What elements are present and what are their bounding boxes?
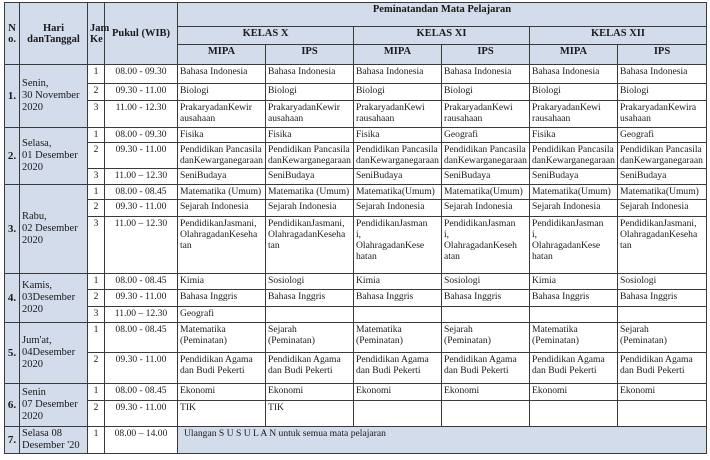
header-no: N o. [5, 3, 20, 65]
period-time: 09.30 - 11.00 [105, 290, 178, 307]
subject-cell: Pendidikan Agama dan Budi Pekerti [266, 353, 354, 384]
subject-cell: Matematika (Peminatan) [178, 323, 266, 353]
subject-cell: Matematika (Umum) [178, 185, 266, 200]
subject-cell: Fisika [354, 128, 442, 143]
day-number: 1. [5, 65, 20, 128]
table-row [5, 84, 707, 101]
subject-cell [354, 307, 442, 323]
subject-cell: Pendidikan Agama dan Budi Pekerti [530, 353, 618, 384]
day-date-label: Kamis, 03Desember 2020 [20, 274, 88, 323]
period-number: 2 [88, 84, 105, 101]
subject-cell: PendidikanJasmani, OlahragadanKeseha tan [618, 217, 707, 274]
day-number: 3. [5, 185, 20, 274]
header-stream: MIPA [178, 45, 266, 65]
subject-cell: Sejarah Indonesia [178, 200, 266, 217]
period-time: 08.00 – 14.00 [105, 427, 178, 454]
header-subject-title: Peminatandan Mata Pelajaran [178, 3, 707, 27]
day-date-label: Senin, 30 November 2020 [20, 65, 88, 128]
table-row [5, 384, 707, 401]
subject-cell: Pendidikan Agama dan Budi Pekerti [178, 353, 266, 384]
period-number: 2 [88, 353, 105, 384]
header-stream: IPS [618, 45, 707, 65]
subject-cell: Matematika (Peminatan) [530, 323, 618, 353]
day-number: 2. [5, 128, 20, 185]
header-time: Pukul (WIB) [105, 3, 178, 65]
subject-cell: Matematika(Umum) [530, 185, 618, 200]
subject-cell: Bahasa Inggris [530, 290, 618, 307]
period-time: 09.30 - 11.00 [105, 143, 178, 169]
header-stream: IPS [266, 45, 354, 65]
subject-cell: Fisika [178, 128, 266, 143]
subject-cell: Bahasa Indonesia [178, 65, 266, 84]
subject-cell: Sejarah Indonesia [354, 200, 442, 217]
day-number: 7. [5, 427, 20, 454]
subject-cell: Pendidikan Pancasila danKewarganegaraan [266, 143, 354, 169]
subject-cell [618, 401, 707, 427]
subject-cell: Pendidikan Pancasila danKewarganegaraan [442, 143, 530, 169]
header-stream: MIPA [530, 45, 618, 65]
period-number: 1 [88, 185, 105, 200]
subject-cell: Ekonomi [178, 384, 266, 401]
subject-cell: PendidikanJasmani, OlahragadanKeseha tan [266, 217, 354, 274]
day-date-label: Rabu, 02 Desember 2020 [20, 185, 88, 274]
subject-cell: Pendidikan Pancasila danKewarganegaraan [530, 143, 618, 169]
subject-cell [442, 307, 530, 323]
subject-cell: Biologi [618, 84, 707, 101]
period-number: 2 [88, 290, 105, 307]
subject-cell: Geografi [178, 307, 266, 323]
header-class-xii: KELAS XII [530, 27, 707, 45]
subject-cell: Ekonomi [266, 384, 354, 401]
table-row [5, 185, 707, 200]
subject-cell: Ekonomi [354, 384, 442, 401]
subject-cell: SeniBudaya [530, 169, 618, 185]
subject-cell: Biologi [442, 84, 530, 101]
subject-cell: PrakaryadanKewir ausahaan [266, 101, 354, 128]
period-number: 1 [88, 65, 105, 84]
period-time: 08.00 - 09.30 [105, 65, 178, 84]
subject-cell: Pendidikan Agama dan Budi Pekerti [442, 353, 530, 384]
day-number: 5. [5, 323, 20, 384]
table-row [5, 217, 707, 274]
subject-cell: TIK [266, 401, 354, 427]
day-date-label: Senin 07 Desember 2020 [20, 384, 88, 427]
period-time: 09.30 - 11.00 [105, 401, 178, 427]
header-class-x: KELAS X [178, 27, 354, 45]
subject-cell: Pendidikan Pancasila danKewarganegaraan [354, 143, 442, 169]
table-row [5, 101, 707, 128]
subject-cell: Bahasa Inggris [618, 290, 707, 307]
subject-cell: Ekonomi [530, 384, 618, 401]
day-date-label: Jum'at, 04Desember 2020 [20, 323, 88, 384]
day-date-label: Selasa 08 Desember '20 [20, 427, 88, 454]
subject-cell: Sosiologi [618, 274, 707, 290]
table-row [5, 169, 707, 185]
subject-cell: SeniBudaya [354, 169, 442, 185]
subject-cell: Bahasa Indonesia [530, 65, 618, 84]
subject-cell: Pendidikan Agama dan Budi Pekerti [618, 353, 707, 384]
table-row [5, 143, 707, 169]
period-time: 11.00 – 12.30 [105, 307, 178, 323]
period-time: 11.00 – 12.30 [105, 169, 178, 185]
subject-cell [266, 307, 354, 323]
period-number: 3 [88, 307, 105, 323]
subject-cell: Sejarah (Peminatan) [618, 323, 707, 353]
table-row [5, 290, 707, 307]
day-date-label: Selasa, 01 Desember 2020 [20, 128, 88, 185]
subject-cell: PendidikanJasman i, OlahragadanKeseh atan [442, 217, 530, 274]
subject-cell [530, 401, 618, 427]
subject-cell: Kimia [178, 274, 266, 290]
subject-cell: SeniBudaya [178, 169, 266, 185]
period-number: 1 [88, 128, 105, 143]
subject-cell: Ekonomi [442, 384, 530, 401]
subject-cell: Sejarah (Peminatan) [266, 323, 354, 353]
subject-cell: Sosiologi [266, 274, 354, 290]
subject-cell: Pendidikan Agama dan Budi Pekerti [354, 353, 442, 384]
header-jam: Jam Ke [88, 3, 105, 65]
subject-cell: Bahasa Inggris [354, 290, 442, 307]
period-number: 3 [88, 101, 105, 128]
table-row [5, 427, 707, 454]
subject-cell: PrakaryadanKewi rausahaan [354, 101, 442, 128]
subject-cell: Matematika (Umum) [266, 185, 354, 200]
subject-cell: Biologi [178, 84, 266, 101]
subject-cell: Fisika [530, 128, 618, 143]
subject-cell: Bahasa Inggris [178, 290, 266, 307]
table-row [5, 323, 707, 353]
subject-cell: Bahasa Indonesia [354, 65, 442, 84]
subject-cell: Sosiologi [442, 274, 530, 290]
subject-cell: Ekonomi [618, 384, 707, 401]
subject-cell: Bahasa Inggris [266, 290, 354, 307]
subject-cell: PrakaryadanKewi rausahaan [530, 101, 618, 128]
table-row [5, 274, 707, 290]
day-number: 4. [5, 274, 20, 323]
subject-cell [354, 401, 442, 427]
period-time: 08.00 - 08.45 [105, 384, 178, 401]
table-row [5, 307, 707, 323]
exam-schedule-table [4, 2, 707, 454]
subject-cell: Bahasa Indonesia [266, 65, 354, 84]
subject-cell: Sejarah (Peminatan) [442, 323, 530, 353]
table-row [5, 200, 707, 217]
period-time: 09.30 - 11.00 [105, 84, 178, 101]
period-number: 1 [88, 323, 105, 353]
period-number: 1 [88, 384, 105, 401]
make-up-exam-note: Ulangan S U S U L A N untuk semua mata pelajaran [178, 427, 707, 454]
subject-cell: Biologi [266, 84, 354, 101]
subject-cell: Biologi [530, 84, 618, 101]
subject-cell: Sejarah Indonesia [266, 200, 354, 217]
period-number: 3 [88, 169, 105, 185]
period-number: 1 [88, 274, 105, 290]
subject-cell [442, 401, 530, 427]
subject-cell: SeniBudaya [618, 169, 707, 185]
subject-cell: Matematika(Umum) [442, 185, 530, 200]
subject-cell: Matematika (Peminatan) [354, 323, 442, 353]
subject-cell: Kimia [530, 274, 618, 290]
table-row [5, 353, 707, 384]
subject-cell: Biologi [354, 84, 442, 101]
subject-cell: Fisika [266, 128, 354, 143]
header-class-xi: KELAS XI [354, 27, 530, 45]
subject-cell: Bahasa Indonesia [442, 65, 530, 84]
subject-cell: Sejarah Indonesia [442, 200, 530, 217]
period-time: 08.00 - 08.45 [105, 274, 178, 290]
period-time: 08.00 - 08.45 [105, 185, 178, 200]
subject-cell: Geografi [618, 128, 707, 143]
subject-cell: Sejarah Indonesia [618, 200, 707, 217]
subject-cell: Matematika(Umum) [618, 185, 707, 200]
subject-cell: PrakaryadanKewira usahaan [618, 101, 707, 128]
subject-cell: Kimia [354, 274, 442, 290]
header-stream: IPS [442, 45, 530, 65]
subject-cell: SeniBudaya [442, 169, 530, 185]
subject-cell: PrakaryadanKewir ausahaan [178, 101, 266, 128]
period-number: 2 [88, 401, 105, 427]
period-time: 11.00 – 12.30 [105, 217, 178, 274]
header-day-date: Hari danTanggal [20, 3, 88, 65]
day-number: 6. [5, 384, 20, 427]
subject-cell: Sejarah Indonesia [530, 200, 618, 217]
period-time: 11.00 - 12.30 [105, 101, 178, 128]
table-row [5, 65, 707, 84]
table-row [5, 401, 707, 427]
subject-cell: Geografi [442, 128, 530, 143]
subject-cell: Pendidikan Pancasila danKewarganegaraan [178, 143, 266, 169]
header-stream: MIPA [354, 45, 442, 65]
period-time: 08.00 - 09.30 [105, 128, 178, 143]
subject-cell: PendidikanJasman i, OlahragadanKese hatan [530, 217, 618, 274]
subject-cell [618, 307, 707, 323]
period-number: 2 [88, 200, 105, 217]
subject-cell: Bahasa Inggris [442, 290, 530, 307]
period-number: 2 [88, 143, 105, 169]
subject-cell [530, 307, 618, 323]
subject-cell: PrakaryadanKewi rausahaan [442, 101, 530, 128]
subject-cell: TIK [178, 401, 266, 427]
period-number: 1 [88, 427, 105, 454]
subject-cell: Pendidikan Pancasila danKewarganegaraan [618, 143, 707, 169]
subject-cell: PendidikanJasmani, OlahragadanKeseha tan [178, 217, 266, 274]
period-time: 08.00 - 08.45 [105, 323, 178, 353]
subject-cell: PendidikanJasman i, OlahragadanKese hatan [354, 217, 442, 274]
period-time: 09.30 - 11.00 [105, 200, 178, 217]
period-number: 3 [88, 217, 105, 274]
table-row [5, 128, 707, 143]
period-time: 09.30 - 11.00 [105, 353, 178, 384]
subject-cell: Matematika(Umum) [354, 185, 442, 200]
schedule-document [4, 2, 706, 454]
subject-cell: Bahasa Indonesia [618, 65, 707, 84]
subject-cell: SeniBudaya [266, 169, 354, 185]
